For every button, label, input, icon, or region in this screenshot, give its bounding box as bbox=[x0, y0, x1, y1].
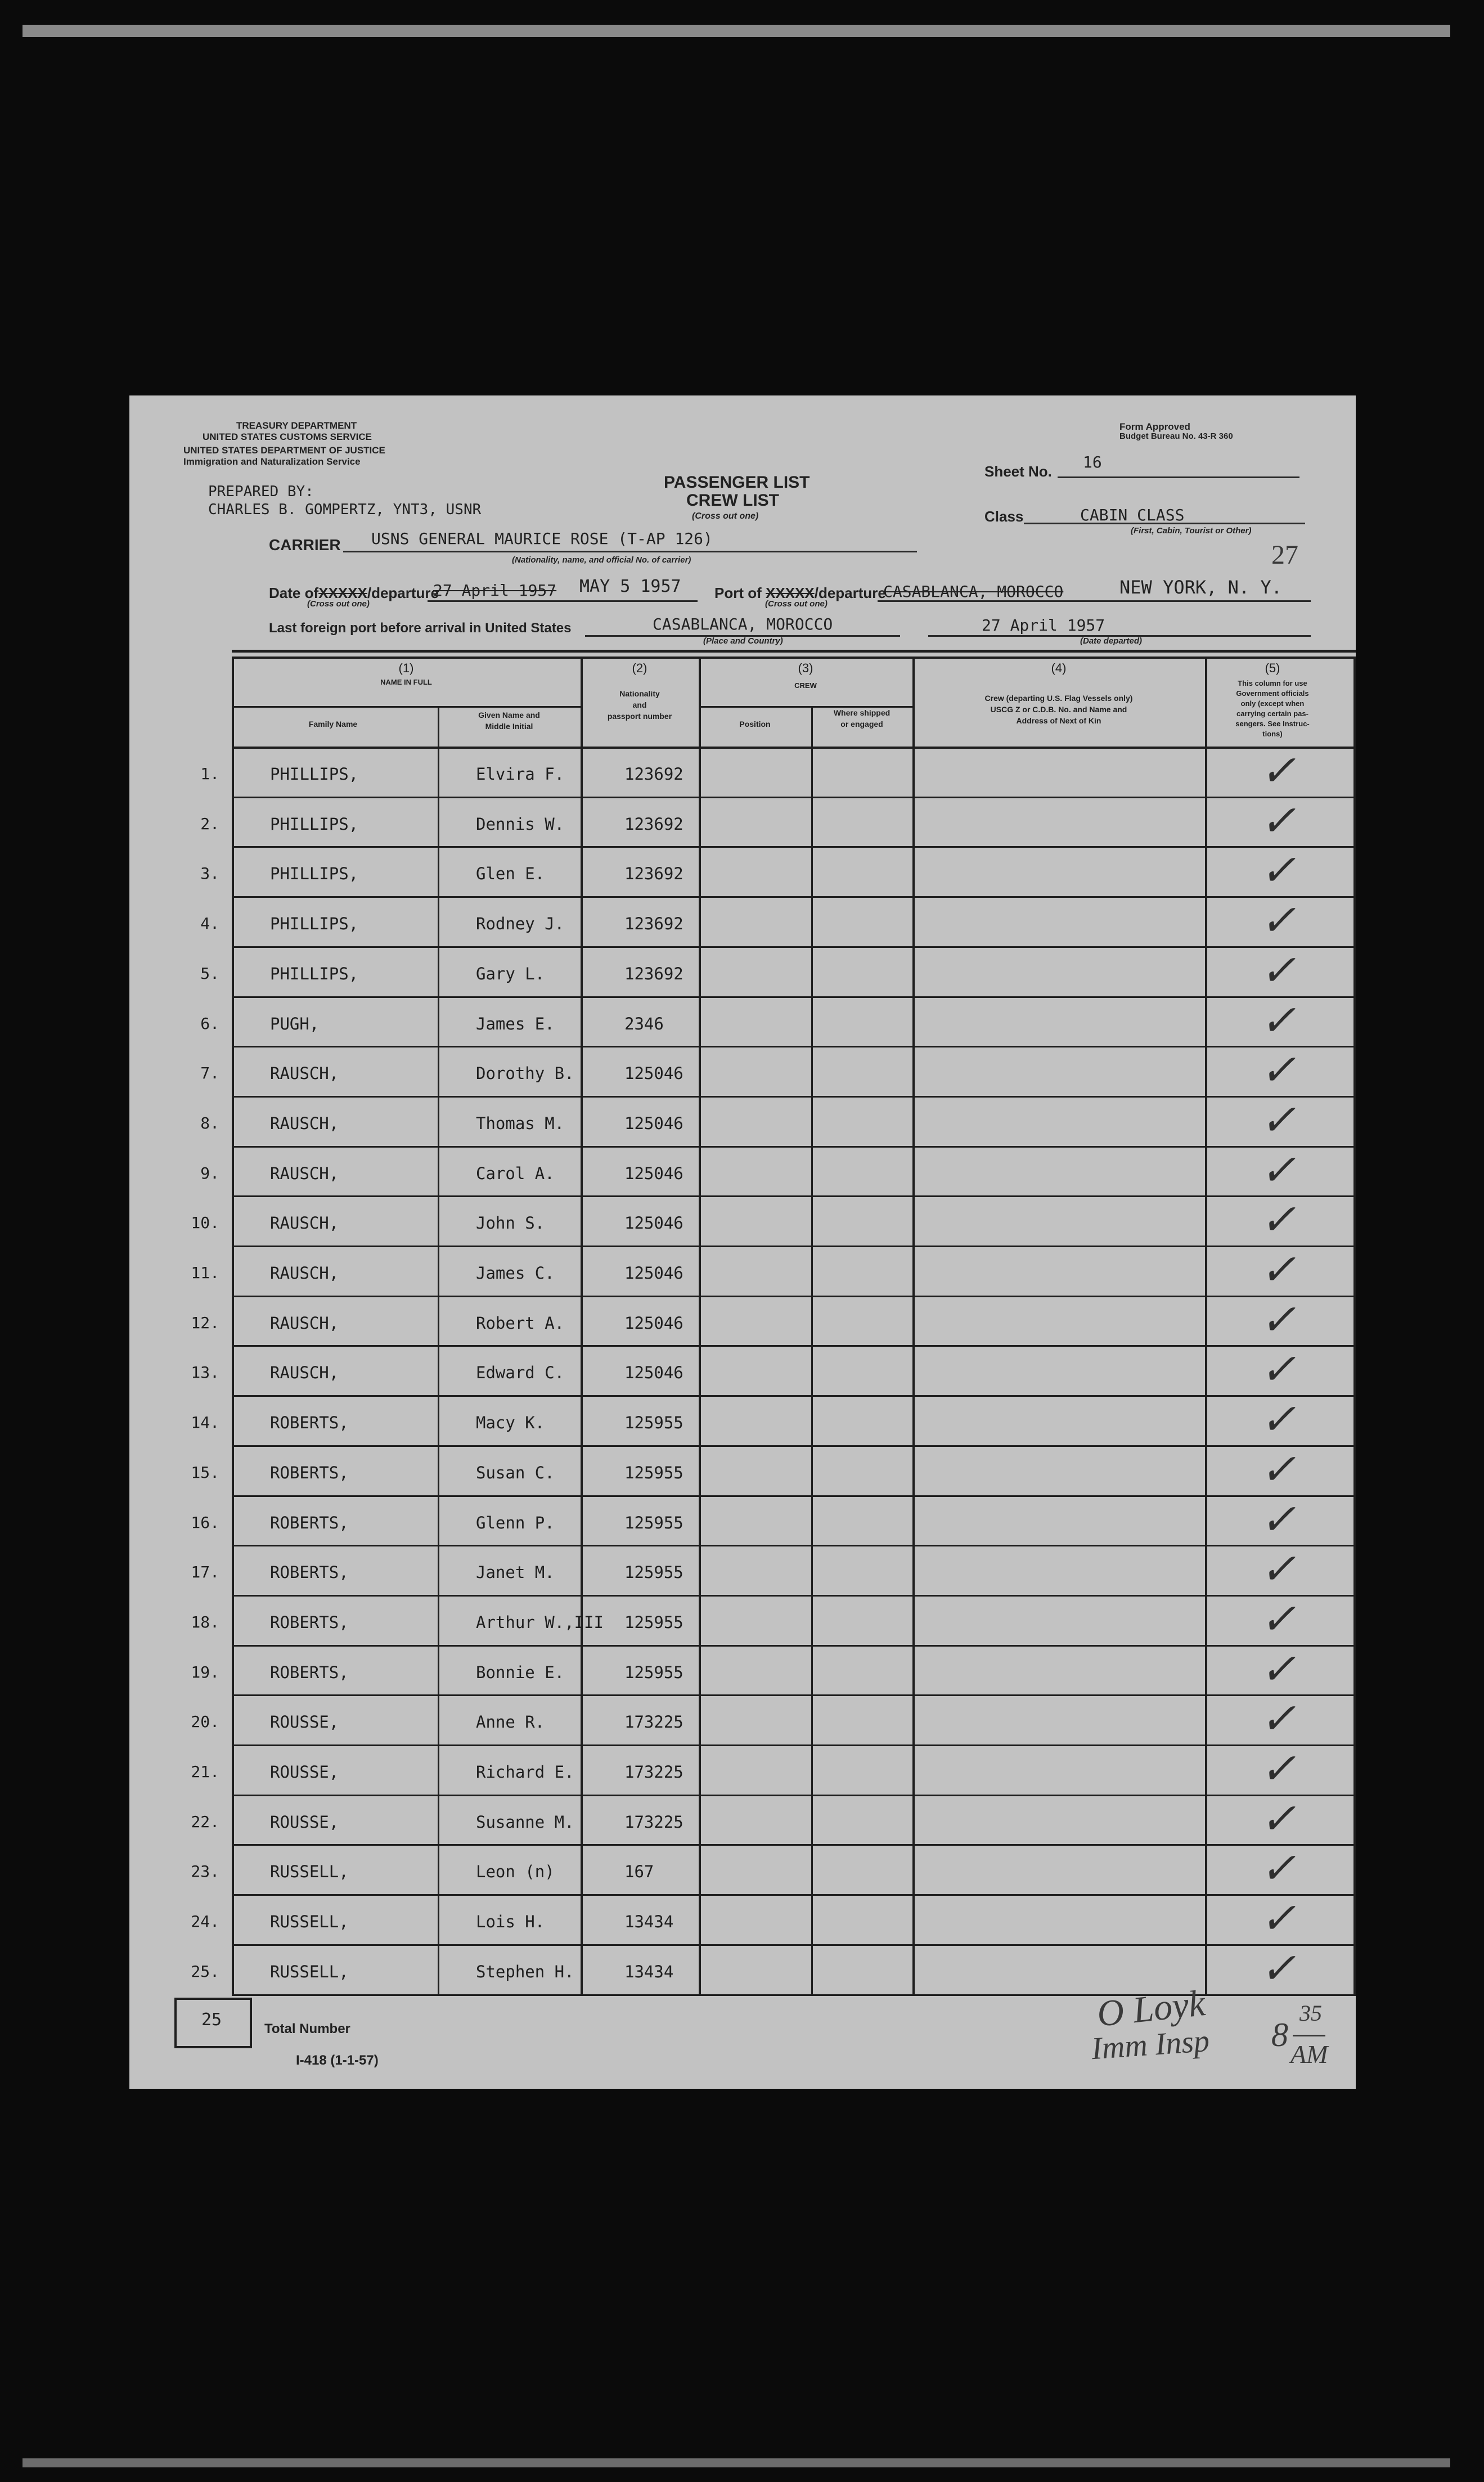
family-name: RAUSCH, bbox=[270, 1363, 339, 1383]
row-divider bbox=[232, 1345, 1356, 1347]
budget-bureau: Budget Bureau No. 43-R 360 bbox=[1119, 431, 1233, 441]
class-value: CABIN CLASS bbox=[1080, 506, 1185, 524]
family-name: ROBERTS, bbox=[270, 1662, 349, 1682]
col3-title: CREW bbox=[794, 681, 817, 690]
col2-header-3: passport number bbox=[607, 712, 672, 721]
inspector-check-mark: ✓ bbox=[1260, 1645, 1296, 1693]
col3-where-header-2: or engaged bbox=[840, 720, 883, 729]
port-label-struck: XXXXX bbox=[766, 584, 815, 601]
given-name: Anne R. bbox=[476, 1712, 545, 1732]
row-number: 13. bbox=[191, 1363, 219, 1382]
passport-number: 123692 bbox=[624, 964, 683, 983]
row-number: 11. bbox=[191, 1264, 219, 1282]
form-title-note: (Cross out one) bbox=[692, 511, 759, 521]
row-number: 21. bbox=[191, 1762, 219, 1781]
inspector-check-mark: ✓ bbox=[1260, 1895, 1296, 1943]
row-divider bbox=[232, 1096, 1356, 1098]
family-name: RAUSCH, bbox=[270, 1064, 339, 1083]
row-number: 22. bbox=[191, 1812, 219, 1831]
inspector-check-mark: ✓ bbox=[1260, 847, 1296, 895]
given-name: Gary L. bbox=[476, 964, 545, 983]
row-divider bbox=[232, 1744, 1356, 1746]
row-divider bbox=[232, 1445, 1356, 1447]
given-name: Robert A. bbox=[476, 1313, 565, 1333]
given-name: Stephen H. bbox=[476, 1962, 574, 1981]
inspector-check-mark: ✓ bbox=[1260, 1346, 1296, 1394]
row-number: 8. bbox=[200, 1113, 219, 1132]
col1-given-header-1: Given Name and bbox=[478, 711, 540, 720]
given-name: Susan C. bbox=[476, 1463, 555, 1482]
dept-line-3: UNITED STATES DEPARTMENT OF JUSTICE bbox=[183, 445, 385, 456]
family-name: PHILLIPS, bbox=[270, 864, 359, 884]
family-name: ROUSSE, bbox=[270, 1712, 339, 1732]
passport-number: 173225 bbox=[624, 1762, 683, 1782]
family-name: ROBERTS, bbox=[270, 1463, 349, 1482]
row-divider bbox=[232, 1545, 1356, 1546]
inspector-check-mark: ✓ bbox=[1260, 1446, 1296, 1494]
family-name: RUSSELL, bbox=[270, 1862, 349, 1882]
col5-number: (5) bbox=[1265, 661, 1280, 675]
given-name: Glen E. bbox=[476, 864, 545, 884]
row-divider bbox=[232, 1844, 1356, 1846]
row-divider bbox=[232, 1595, 1356, 1597]
inspector-check-mark: ✓ bbox=[1260, 1296, 1296, 1344]
class-label: Class bbox=[984, 508, 1024, 525]
date-value-stamp: MAY 5 1957 bbox=[579, 577, 681, 596]
family-name: ROBERTS, bbox=[270, 1563, 349, 1582]
family-name: ROUSSE, bbox=[270, 1812, 339, 1832]
row-number: 17. bbox=[191, 1563, 219, 1582]
row-number: 20. bbox=[191, 1712, 219, 1732]
family-name: RAUSCH, bbox=[270, 1264, 339, 1283]
row-divider bbox=[232, 1694, 1356, 1696]
col1-family-header: Family Name bbox=[308, 720, 358, 729]
inspector-check-mark: ✓ bbox=[1260, 797, 1296, 845]
dept-line-4: Immigration and Naturalization Service bbox=[183, 456, 361, 467]
row-divider bbox=[232, 1246, 1356, 1247]
given-name: Elvira F. bbox=[476, 765, 565, 784]
row-number: 4. bbox=[200, 914, 219, 933]
time-fraction-bar bbox=[1293, 2035, 1325, 2036]
row-number: 14. bbox=[191, 1413, 219, 1432]
row-number: 23. bbox=[191, 1862, 219, 1881]
class-note: (First, Cabin, Tourist or Other) bbox=[1131, 526, 1252, 536]
passport-number: 123692 bbox=[624, 765, 683, 784]
family-name: ROUSSE, bbox=[270, 1762, 339, 1782]
row-number: 1. bbox=[200, 765, 219, 783]
row-number: 15. bbox=[191, 1463, 219, 1482]
page-number-handwritten: 27 bbox=[1271, 540, 1298, 570]
inspector-check-mark: ✓ bbox=[1260, 1396, 1296, 1444]
inspector-check-mark: ✓ bbox=[1260, 897, 1296, 945]
row-number: 6. bbox=[200, 1014, 219, 1033]
passport-number: 125046 bbox=[624, 1163, 683, 1183]
last-date-note: (Date departed) bbox=[1080, 636, 1143, 646]
col3-where-header-1: Where shipped bbox=[833, 708, 891, 717]
row-number: 10. bbox=[191, 1213, 219, 1233]
family-name: ROBERTS, bbox=[270, 1612, 349, 1632]
time-hour: 8 bbox=[1271, 2016, 1288, 2053]
row-divider bbox=[232, 996, 1356, 998]
sheet-no-label: Sheet No. bbox=[984, 463, 1052, 480]
passport-number: 167 bbox=[624, 1862, 654, 1882]
family-name: PHILLIPS, bbox=[270, 765, 359, 784]
row-number: 18. bbox=[191, 1612, 219, 1631]
family-name: PHILLIPS, bbox=[270, 914, 359, 934]
col3-position-header: Position bbox=[739, 720, 771, 729]
given-name: Glenn P. bbox=[476, 1513, 555, 1532]
carrier-note: (Nationality, name, and official No. of carrier) bbox=[512, 555, 691, 565]
inspector-check-mark: ✓ bbox=[1260, 1746, 1296, 1793]
inspector-signature: O Loyk bbox=[1095, 1982, 1207, 2035]
passport-number: 125046 bbox=[624, 1113, 683, 1133]
total-box bbox=[174, 1998, 252, 2048]
passport-number: 125955 bbox=[624, 1563, 683, 1582]
carrier-label: CARRIER bbox=[269, 536, 341, 554]
row-number: 2. bbox=[200, 814, 219, 833]
form-title-passenger: PASSENGER LIST bbox=[664, 473, 810, 492]
inspector-check-mark: ✓ bbox=[1260, 748, 1296, 795]
passport-number: 125955 bbox=[624, 1612, 683, 1632]
passport-number: 125955 bbox=[624, 1662, 683, 1682]
row-divider bbox=[232, 946, 1356, 948]
inspector-check-mark: ✓ bbox=[1260, 1945, 1296, 1993]
time-ampm: AM bbox=[1290, 2040, 1328, 2069]
row-divider bbox=[232, 797, 1356, 798]
col4-header-3: Address of Next of Kin bbox=[1016, 716, 1101, 725]
given-name: Richard E. bbox=[476, 1762, 574, 1782]
port-value-struck: CASABLANCA, MOROCCO bbox=[883, 582, 1064, 601]
passport-number: 125046 bbox=[624, 1264, 683, 1283]
last-port-label: Last foreign port before arrival in United States bbox=[269, 620, 572, 636]
given-name: John S. bbox=[476, 1213, 545, 1233]
date-label-struck: XXXXX bbox=[318, 584, 367, 601]
time-minutes: 35 bbox=[1299, 2000, 1322, 2026]
passport-number: 125046 bbox=[624, 1363, 683, 1383]
last-date-value: 27 April 1957 bbox=[982, 616, 1105, 635]
row-divider bbox=[232, 1795, 1356, 1796]
passport-number: 125955 bbox=[624, 1513, 683, 1532]
film-edge-bottom bbox=[23, 2458, 1450, 2467]
col5-header-1: This column for use bbox=[1238, 679, 1307, 687]
family-name: RUSSELL, bbox=[270, 1912, 349, 1932]
family-name: ROBERTS, bbox=[270, 1513, 349, 1532]
col4-header-2: USCG Z or C.D.B. No. and Name and bbox=[990, 705, 1127, 714]
row-divider bbox=[232, 1944, 1356, 1946]
port-value-stamp: NEW YORK, N. Y. bbox=[1119, 577, 1282, 598]
passport-number: 13434 bbox=[624, 1912, 674, 1932]
given-name: Rodney J. bbox=[476, 914, 565, 934]
row-divider bbox=[232, 896, 1356, 898]
row-divider bbox=[232, 1395, 1356, 1397]
passenger-list-sheet bbox=[129, 395, 1356, 2089]
inspector-check-mark: ✓ bbox=[1260, 1546, 1296, 1594]
given-name: Thomas M. bbox=[476, 1113, 565, 1133]
passport-number: 123692 bbox=[624, 914, 683, 934]
col5-header-4: carrying certain pas- bbox=[1236, 709, 1308, 718]
row-number: 25. bbox=[191, 1962, 219, 1981]
family-name: PHILLIPS, bbox=[270, 814, 359, 834]
total-label: Total Number bbox=[264, 2021, 350, 2036]
row-divider bbox=[232, 1894, 1356, 1896]
given-name: Carol A. bbox=[476, 1163, 555, 1183]
family-name: ROBERTS, bbox=[270, 1413, 349, 1433]
given-name: Lois H. bbox=[476, 1912, 545, 1932]
row-number: 19. bbox=[191, 1662, 219, 1681]
inspector-check-mark: ✓ bbox=[1260, 1247, 1296, 1294]
col3-number: (3) bbox=[798, 661, 813, 675]
passport-number: 173225 bbox=[624, 1812, 683, 1832]
inspector-check-mark: ✓ bbox=[1260, 1496, 1296, 1544]
given-name: Bonnie E. bbox=[476, 1662, 565, 1682]
family-name: RAUSCH, bbox=[270, 1113, 339, 1133]
date-label: Date ofXXXXX/departure bbox=[269, 584, 439, 601]
col2-number: (2) bbox=[632, 661, 647, 675]
passport-number: 123692 bbox=[624, 814, 683, 834]
film-edge-top bbox=[23, 25, 1450, 37]
inspector-check-mark: ✓ bbox=[1260, 1047, 1296, 1095]
given-name: Macy K. bbox=[476, 1413, 545, 1433]
col1-title: NAME IN FULL bbox=[380, 678, 432, 686]
given-name: Edward C. bbox=[476, 1363, 565, 1383]
passport-number: 125046 bbox=[624, 1213, 683, 1233]
passport-number: 123692 bbox=[624, 864, 683, 884]
family-name: RAUSCH, bbox=[270, 1313, 339, 1333]
date-value-struck: 27 April 1957 bbox=[433, 581, 557, 600]
inspector-check-mark: ✓ bbox=[1260, 997, 1296, 1045]
prepared-by: CHARLES B. GOMPERTZ, YNT3, USNR bbox=[208, 501, 482, 518]
inspector-check-mark: ✓ bbox=[1260, 1146, 1296, 1194]
family-name: RAUSCH, bbox=[270, 1213, 339, 1233]
col5-header-3: only (except when bbox=[1240, 699, 1305, 708]
row-number: 12. bbox=[191, 1313, 219, 1332]
inspector-check-mark: ✓ bbox=[1260, 1096, 1296, 1144]
form-id: I-418 (1-1-57) bbox=[296, 2053, 379, 2068]
passport-number: 125046 bbox=[624, 1313, 683, 1333]
last-port-value: CASABLANCA, MOROCCO bbox=[653, 615, 833, 633]
given-name: Arthur W.,III bbox=[476, 1612, 604, 1632]
passport-number: 13434 bbox=[624, 1962, 674, 1981]
form-title-crew: CREW LIST bbox=[686, 491, 779, 510]
row-divider bbox=[232, 1495, 1356, 1497]
row-number: 7. bbox=[200, 1064, 219, 1083]
col5-header-6: tions) bbox=[1262, 730, 1283, 738]
row-divider bbox=[232, 846, 1356, 848]
given-name: Leon (n) bbox=[476, 1862, 555, 1882]
inspector-check-mark: ✓ bbox=[1260, 1795, 1296, 1843]
family-name: RUSSELL, bbox=[270, 1962, 349, 1981]
col2-header-1: Nationality bbox=[619, 689, 660, 698]
given-name: James E. bbox=[476, 1014, 555, 1033]
family-name: PUGH, bbox=[270, 1014, 320, 1033]
prepared-by-label: PREPARED BY: bbox=[208, 483, 314, 500]
row-divider bbox=[232, 1146, 1356, 1148]
row-number: 9. bbox=[200, 1163, 219, 1182]
inspector-title: Imm Insp bbox=[1090, 2023, 1211, 2067]
col5-header-2: Government officials bbox=[1236, 689, 1309, 698]
passenger-table bbox=[232, 650, 1356, 1994]
sheet-no: 16 bbox=[1083, 453, 1102, 471]
passport-number: 173225 bbox=[624, 1712, 683, 1732]
row-divider bbox=[232, 1195, 1356, 1197]
col1-given-header-2: Middle Initial bbox=[485, 722, 533, 731]
inspector-check-mark: ✓ bbox=[1260, 1595, 1296, 1643]
dept-line-2: UNITED STATES CUSTOMS SERVICE bbox=[203, 431, 372, 442]
given-name: Dorothy B. bbox=[476, 1064, 574, 1083]
last-port-note: (Place and Country) bbox=[703, 636, 783, 646]
inspector-check-mark: ✓ bbox=[1260, 1197, 1296, 1244]
row-number: 5. bbox=[200, 964, 219, 983]
form-approved: Form Approved bbox=[1119, 421, 1190, 432]
given-name: James C. bbox=[476, 1264, 555, 1283]
passport-number: 125046 bbox=[624, 1064, 683, 1083]
row-number: 3. bbox=[200, 864, 219, 883]
col4-number: (4) bbox=[1051, 661, 1067, 675]
dept-line-1: TREASURY DEPARTMENT bbox=[236, 420, 357, 431]
family-name: PHILLIPS, bbox=[270, 964, 359, 983]
family-name: RAUSCH, bbox=[270, 1163, 339, 1183]
row-divider bbox=[232, 1296, 1356, 1297]
col1-number: (1) bbox=[398, 661, 414, 675]
passport-number: 2346 bbox=[624, 1014, 664, 1033]
passport-number: 125955 bbox=[624, 1463, 683, 1482]
row-number: 16. bbox=[191, 1513, 219, 1532]
given-name: Susanne M. bbox=[476, 1812, 574, 1832]
total-count: 25 bbox=[201, 2010, 222, 2030]
row-divider bbox=[232, 1046, 1356, 1047]
given-name: Janet M. bbox=[476, 1563, 555, 1582]
port-label: Port of XXXXX/departure bbox=[714, 584, 886, 601]
inspector-check-mark: ✓ bbox=[1260, 1696, 1296, 1743]
col4-header-1: Crew (departing U.S. Flag Vessels only) bbox=[984, 694, 1133, 703]
given-name: Dennis W. bbox=[476, 814, 565, 834]
col2-header-2: and bbox=[632, 700, 647, 709]
inspector-check-mark: ✓ bbox=[1260, 1845, 1296, 1893]
row-divider bbox=[232, 1645, 1356, 1647]
row-number: 24. bbox=[191, 1912, 219, 1931]
passport-number: 125955 bbox=[624, 1413, 683, 1433]
carrier-value: USNS GENERAL MAURICE ROSE (T-AP 126) bbox=[371, 529, 713, 548]
port-note: (Cross out one) bbox=[765, 599, 828, 609]
inspector-check-mark: ✓ bbox=[1260, 947, 1296, 995]
date-note: (Cross out one) bbox=[307, 599, 370, 609]
col5-header-5: sengers. See Instruc- bbox=[1235, 720, 1310, 728]
